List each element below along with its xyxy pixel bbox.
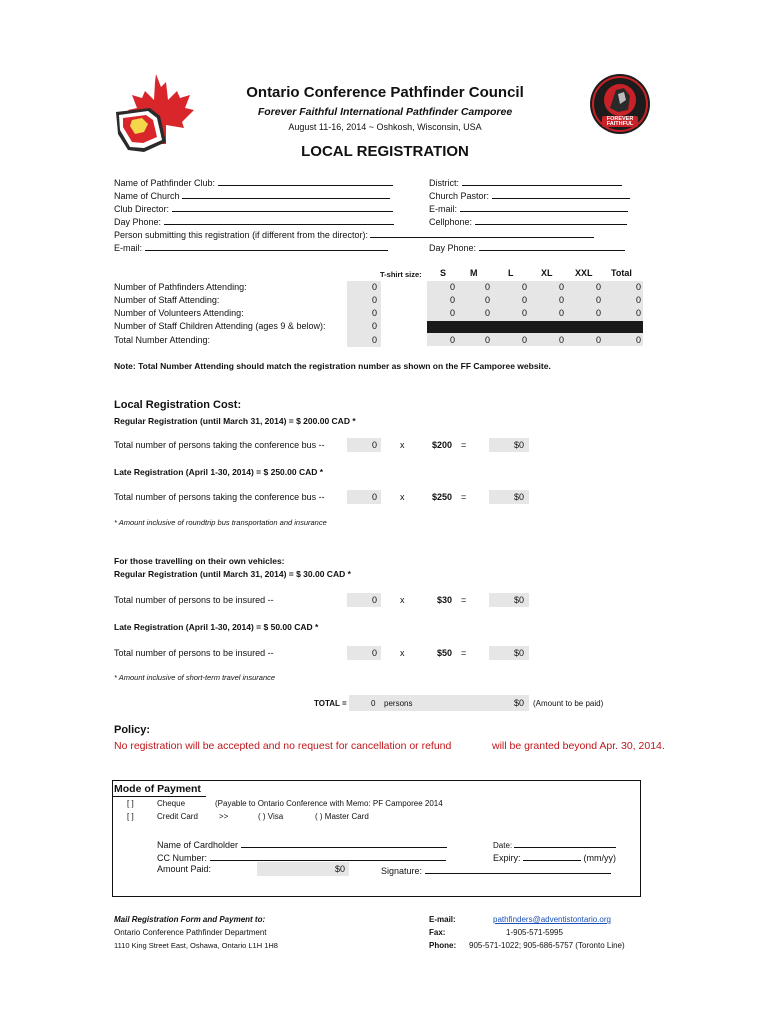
visa-option[interactable]: ( ) Visa (258, 812, 284, 821)
event-dates: August 11-16, 2014 ~ Oshkosh, Wisconsin, USA (288, 122, 482, 132)
date-field[interactable]: Date: (493, 838, 616, 850)
size-l-cell[interactable]: 0 (521, 308, 527, 318)
day-phone-2-field[interactable]: Day Phone: (429, 241, 625, 253)
qty-value: 0 (371, 440, 377, 450)
footer-fax-value: 1-905-571-5995 (506, 928, 563, 937)
unit-price: $50 (437, 648, 453, 658)
row-label: Number of Volunteers Attending: (114, 308, 244, 318)
size-total-cell: 0 (635, 308, 641, 318)
unit-price: $30 (437, 595, 453, 605)
size-xl-cell: 0 (558, 335, 564, 345)
grand-total-label: TOTAL = (314, 699, 347, 708)
qty-value: 0 (371, 595, 377, 605)
district-field[interactable]: District: (429, 176, 622, 188)
email-2-field[interactable]: E-mail: (429, 202, 628, 214)
logo-text: FOREVER FAITHFUL (606, 116, 634, 127)
size-xl-cell[interactable]: 0 (558, 295, 564, 305)
submitter-field[interactable]: Person submitting this registration (if different from the director): (114, 228, 594, 240)
size-s-cell: 0 (449, 335, 455, 345)
times-sign: x (400, 595, 405, 605)
count-cell[interactable]: 0 (371, 308, 377, 318)
mail-heading: Mail Registration Form and Payment to: (114, 915, 266, 924)
form-title: LOCAL REGISTRATION (301, 143, 469, 160)
cheque-memo: (Payable to Ontario Conference with Memo: PF Camporee 2014 (215, 799, 443, 808)
own-regular-heading: Regular Registration (until March 31, 2014) = $ 30.00 CAD * (114, 569, 351, 579)
council-title: Ontario Conference Pathfinder Council (246, 84, 524, 101)
attendance-note: Note: Total Number Attending should match the registration number as shown on the FF Camporee website. (114, 361, 551, 371)
club-director-field[interactable]: Club Director: (114, 202, 393, 214)
line-label: Total number of persons to be insured -- (114, 595, 274, 605)
row-label: Total Number Attending: (114, 335, 211, 345)
equals-sign: = (461, 648, 467, 658)
size-s-cell[interactable]: 0 (449, 282, 455, 292)
grand-total-amount: $0 (513, 698, 524, 708)
size-m-cell[interactable]: 0 (484, 282, 490, 292)
policy-text-b: will be granted beyond Apr. 30, 2014. (492, 740, 665, 752)
size-l-cell: 0 (521, 335, 527, 345)
bus-late-heading: Late Registration (April 1-30, 2014) = $ 250.00 CAD * (114, 467, 324, 477)
count-cell: 0 (371, 335, 377, 345)
unit-price: $200 (432, 440, 453, 450)
payment-heading: Mode of Payment (114, 783, 201, 795)
credit-card-checkbox[interactable]: [ ] (127, 812, 134, 821)
total-value: $0 (513, 595, 524, 605)
size-header-xxl: XXL (575, 268, 593, 278)
row-label: Number of Pathfinders Attending: (114, 282, 247, 292)
payment-heading-rule (112, 796, 206, 797)
size-header-xl: XL (541, 268, 553, 278)
mailing-address: 1110 King Street East, Oshawa, Ontario L1H 1H8 (114, 941, 278, 950)
size-xl-cell[interactable]: 0 (558, 282, 564, 292)
size-xl-cell[interactable]: 0 (558, 308, 564, 318)
camporee-subtitle: Forever Faithful International Pathfinder Camporee (257, 106, 513, 118)
church-name-field[interactable]: Name of Church (114, 189, 390, 201)
size-l-cell[interactable]: 0 (521, 295, 527, 305)
size-total-cell: 0 (635, 295, 641, 305)
cellphone-field[interactable]: Cellphone: (429, 215, 627, 227)
size-grid-blackout (427, 321, 643, 333)
count-cell[interactable]: 0 (371, 282, 377, 292)
size-total-cell: 0 (635, 282, 641, 292)
times-sign: x (400, 440, 405, 450)
policy-heading: Policy: (114, 724, 151, 736)
footer-email-label: E-mail: (429, 915, 456, 924)
own-late-heading: Late Registration (April 1-30, 2014) = $ 50.00 CAD * (114, 622, 319, 632)
total-value: $0 (513, 440, 524, 450)
total-value: $0 (513, 492, 524, 502)
size-header-total: Total (611, 268, 632, 278)
tshirt-size-label: T-shirt size: (380, 270, 422, 279)
mastercard-option[interactable]: ( ) Master Card (315, 812, 369, 821)
church-pastor-field[interactable]: Church Pastor: (429, 189, 630, 201)
size-xxl-cell: 0 (595, 335, 601, 345)
total-value: $0 (513, 648, 524, 658)
signature-field[interactable]: Signature: (381, 864, 611, 876)
amount-paid-value: $0 (334, 864, 345, 874)
size-m-cell[interactable]: 0 (484, 308, 490, 318)
club-name-field[interactable]: Name of Pathfinder Club: (114, 176, 393, 188)
day-phone-field[interactable]: Day Phone: (114, 215, 394, 227)
footer-phone-label: Phone: (429, 941, 457, 950)
size-s-cell[interactable]: 0 (449, 308, 455, 318)
line-label: Total number of persons taking the conference bus -- (114, 492, 325, 502)
department-name: Ontario Conference Pathfinder Department (114, 928, 267, 937)
grand-total-note: (Amount to be paid) (533, 699, 604, 708)
qty-value: 0 (371, 492, 377, 502)
cheque-checkbox[interactable]: [ ] (127, 799, 134, 808)
grand-total-persons: persons (384, 699, 413, 708)
times-sign: x (400, 648, 405, 658)
count-cell[interactable]: 0 (371, 321, 377, 331)
policy-text-a: No registration will be accepted and no request for cancellation or refund (114, 740, 452, 752)
card-arrow: >> (219, 812, 229, 821)
size-total-cell: 0 (635, 335, 641, 345)
size-xxl-cell[interactable]: 0 (595, 308, 601, 318)
size-l-cell[interactable]: 0 (521, 282, 527, 292)
cheque-label: Cheque (157, 799, 186, 808)
size-m-cell[interactable]: 0 (484, 295, 490, 305)
own-vehicle-heading: For those travelling on their own vehicles: (114, 556, 285, 566)
equals-sign: = (461, 492, 467, 502)
cardholder-field[interactable]: Name of Cardholder (157, 838, 447, 850)
footer-email-link[interactable]: pathfinders@adventistontario.org (493, 915, 611, 924)
equals-sign: = (461, 595, 467, 605)
size-m-cell: 0 (484, 335, 490, 345)
footer-phone-value: 905-571-1022; 905-686-5757 (Toronto Line) (469, 941, 625, 950)
qty-value: 0 (371, 648, 377, 658)
grand-total-qty: 0 (371, 699, 376, 708)
size-header-l: L (508, 268, 514, 278)
amount-paid-label: Amount Paid: (157, 864, 212, 874)
insurance-footnote: * Amount inclusive of short-term travel insurance (114, 673, 276, 682)
size-s-cell[interactable]: 0 (449, 295, 455, 305)
times-sign: x (400, 492, 405, 502)
expiry-field[interactable]: Expiry: (mm/yy) (493, 853, 617, 863)
size-header-m: M (470, 268, 478, 278)
count-cell[interactable]: 0 (371, 295, 377, 305)
row-label: Number of Staff Children Attending (ages 9 & below): (114, 321, 326, 331)
line-label: Total number of persons to be insured -- (114, 648, 274, 658)
line-label: Total number of persons taking the conference bus -- (114, 440, 325, 450)
size-header-s: S (440, 268, 447, 278)
size-xxl-cell[interactable]: 0 (595, 295, 601, 305)
bus-regular-heading: Regular Registration (until March 31, 2014) = $ 200.00 CAD * (114, 416, 356, 426)
footer-fax-label: Fax: (429, 928, 446, 937)
equals-sign: = (461, 440, 467, 450)
credit-card-label: Credit Card (157, 812, 198, 821)
size-xxl-cell[interactable]: 0 (595, 282, 601, 292)
row-label: Number of Staff Attending: (114, 295, 220, 305)
expiry-hint: (mm/yy) (583, 853, 617, 863)
cc-number-field[interactable]: CC Number: (157, 851, 446, 863)
email-field[interactable]: E-mail: (114, 241, 388, 253)
cost-heading: Local Registration Cost: (114, 399, 242, 411)
bus-footnote: * Amount inclusive of roundtrip bus transportation and insurance (114, 518, 327, 527)
unit-price: $250 (432, 492, 453, 502)
